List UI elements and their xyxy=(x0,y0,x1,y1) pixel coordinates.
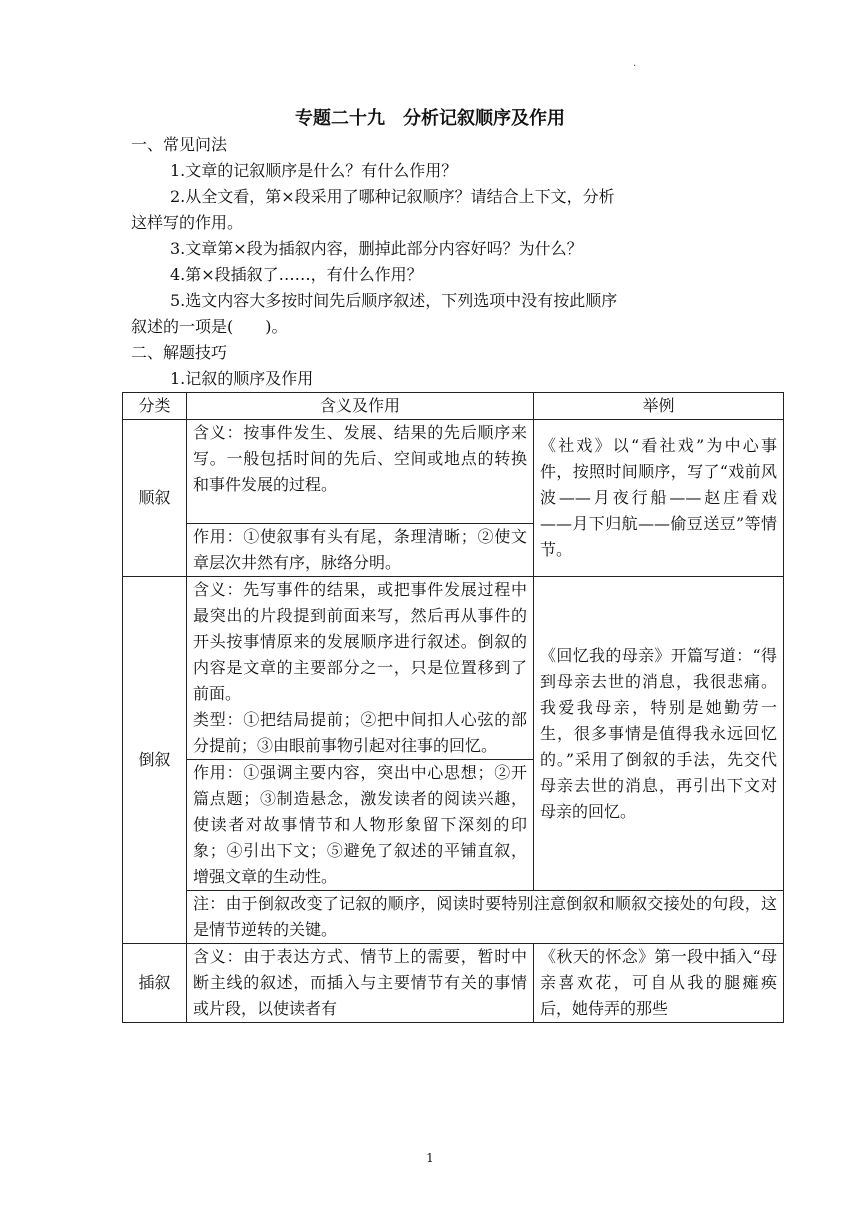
shunxu-effect: 作用：①使叙事有头有尾，条理清晰；②使文章层次井然有序，脉络分明。 xyxy=(187,524,534,577)
corner-dot: . xyxy=(633,58,637,69)
table-row xyxy=(123,577,784,760)
chaxu-meaning: 含义：由于表达方式、情节上的需要，暂时中断主线的叙述，而插入与主要情节有关的事情或片段，以使读者有 xyxy=(187,944,534,1023)
daoxu-note: 注：由于倒叙改变了记叙的顺序，阅读时要特别注意倒叙和顺叙交接处的句段，这是情节逆转的关键。 xyxy=(187,891,784,944)
page-number: 1 xyxy=(426,1151,434,1165)
question-1: 1.文章的记叙顺序是什么？有什么作用？ xyxy=(170,161,458,180)
narrative-order-table xyxy=(122,392,784,1023)
daoxu-kinds: 类型：①把结局提前；②把中间扣人心弦的部分提前；③由眼前事物引起对往事的回忆。 xyxy=(193,710,527,755)
table-row xyxy=(123,891,784,944)
question-2-line1: 2.从全文看，第×段采用了哪种记叙顺序？请结合上下文，分析 xyxy=(170,187,615,206)
page-title: 专题二十九 分析记叙顺序及作用 xyxy=(295,108,565,129)
daoxu-effect: 作用：①强调主要内容，突出中心思想；②开篇点题；③制造悬念，激发读者的阅读兴趣，使读者对故事情节和人物形象留下深刻的印象；④引出下文；⑤避免了叙述的平铺直叙，增强文章的生动性。 xyxy=(187,760,534,891)
section-heading-questions: 一、常见问法 xyxy=(131,135,228,154)
header-meaning-effect: 含义及作用 xyxy=(187,393,534,420)
subheading-narrative-order: 1.记叙的顺序及作用 xyxy=(170,369,314,388)
section-heading-techniques: 二、解题技巧 xyxy=(131,343,228,362)
table-row xyxy=(123,420,784,524)
daoxu-meaning: 含义：先写事件的结果，或把事件发展过程中最突出的片段提到前面来写，然后再从事件的开头按事情原来的发展顺序进行叙述。倒叙的内容是文章的主要部分之一，只是位置移到了前面。 xyxy=(193,580,527,703)
table-header-row xyxy=(123,393,784,420)
header-example: 举例 xyxy=(534,393,784,420)
question-5-line1: 5.选文内容大多按时间先后顺序叙述，下列选项中没有按此顺序 xyxy=(170,291,618,310)
table-row xyxy=(123,944,784,1023)
question-2-line2: 这样写的作用。 xyxy=(131,213,244,232)
category-shunxu: 顺叙 xyxy=(123,420,187,577)
question-5-line2: 叙述的一项是( )。 xyxy=(131,317,288,336)
header-category: 分类 xyxy=(123,393,187,420)
chaxu-example: 《秋天的怀念》第一段中插入“母亲喜欢花，可自从我的腿瘫痪后，她侍弄的那些 xyxy=(534,944,784,1023)
category-daoxu: 倒叙 xyxy=(123,577,187,944)
daoxu-meaning-and-kinds xyxy=(187,577,534,760)
shunxu-example: 《社戏》以“看社戏”为中心事件，按照时间顺序，写了“戏前风波——月夜行船——赵庄看戏——月下归航——偷豆送豆”等情节。 xyxy=(534,420,784,577)
shunxu-meaning: 含义：按事件发生、发展、结果的先后顺序来写。一般包括时间的先后、空间或地点的转换和事件发展的过程。 xyxy=(187,420,534,524)
question-3: 3.文章第×段为插叙内容，删掉此部分内容好吗？为什么？ xyxy=(170,239,583,258)
daoxu-example: 《回忆我的母亲》开篇写道：“得到母亲去世的消息，我很悲痛。我爱我母亲，特别是她勤劳一生，很多事情是值得我永远回忆的。”采用了倒叙的手法，先交代母亲去世的消息，再引出下文对母亲的回忆。 xyxy=(534,577,784,891)
question-4: 4.第×段插叙了……，有什么作用？ xyxy=(170,265,423,284)
category-chaxu: 插叙 xyxy=(123,944,187,1023)
